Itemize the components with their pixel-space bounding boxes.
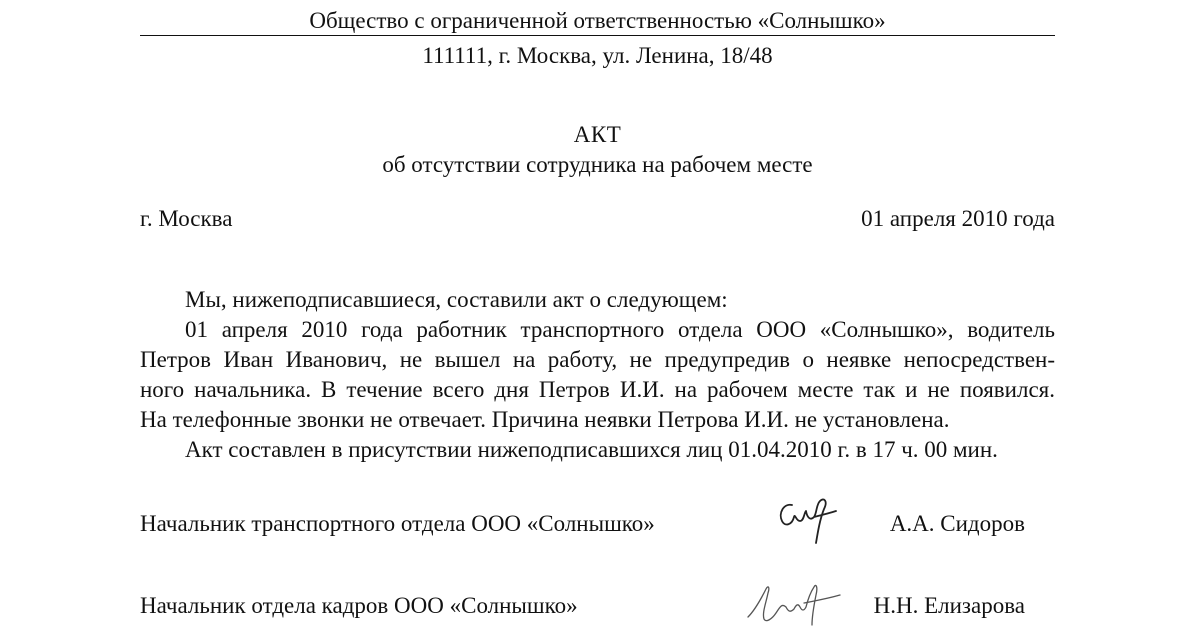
document-title: АКТ xyxy=(573,122,622,147)
signature-row xyxy=(140,509,1055,539)
organization-name: Общество с ограниченной ответственностью «Солнышко» xyxy=(309,8,886,33)
handwritten-signature-icon xyxy=(740,573,850,628)
body-line: 01 апреля 2010 года работник транспортного отдела ООО «Солнышко», водитель xyxy=(185,317,1055,342)
signatory-name: А.А. Сидоров xyxy=(889,511,1025,536)
document-date: 01 апреля 2010 года xyxy=(861,206,1055,231)
document-subtitle: об отсутствии сотрудника на рабочем месте xyxy=(382,152,813,177)
signatory-name: Н.Н. Елизарова xyxy=(873,593,1025,618)
place-date-row xyxy=(140,204,1055,234)
signature-row xyxy=(140,591,1055,621)
body-line: Мы, нижеподписавшиеся, составили акт о следующем: xyxy=(185,287,728,312)
document-place: г. Москва xyxy=(140,206,233,231)
body-line: Акт составлен в присутствии нижеподписавшихся лиц 01.04.2010 г. в 17 ч. 00 мин. xyxy=(185,437,998,462)
organization-address: 111111, г. Москва, ул. Ленина, 18/48 xyxy=(422,43,773,68)
signatory-role: Начальник отдела кадров ООО «Солнышко» xyxy=(140,593,578,618)
document-body xyxy=(140,285,1055,465)
body-line: ного начальника. В течение всего дня Петров И.И. на рабочем месте так и не появился. xyxy=(140,377,1055,402)
signatory-role: Начальник транспортного отдела ООО «Солнышко» xyxy=(140,511,655,536)
header-divider xyxy=(140,35,1055,36)
body-line: Петров Иван Иванович, не вышел на работу, не предупредив о неявке непосредствен- xyxy=(140,347,1055,372)
handwritten-signature-icon xyxy=(770,487,850,547)
body-line: На телефонные звонки не отвечает. Причина неявки Петрова И.И. не установлена. xyxy=(140,407,950,432)
